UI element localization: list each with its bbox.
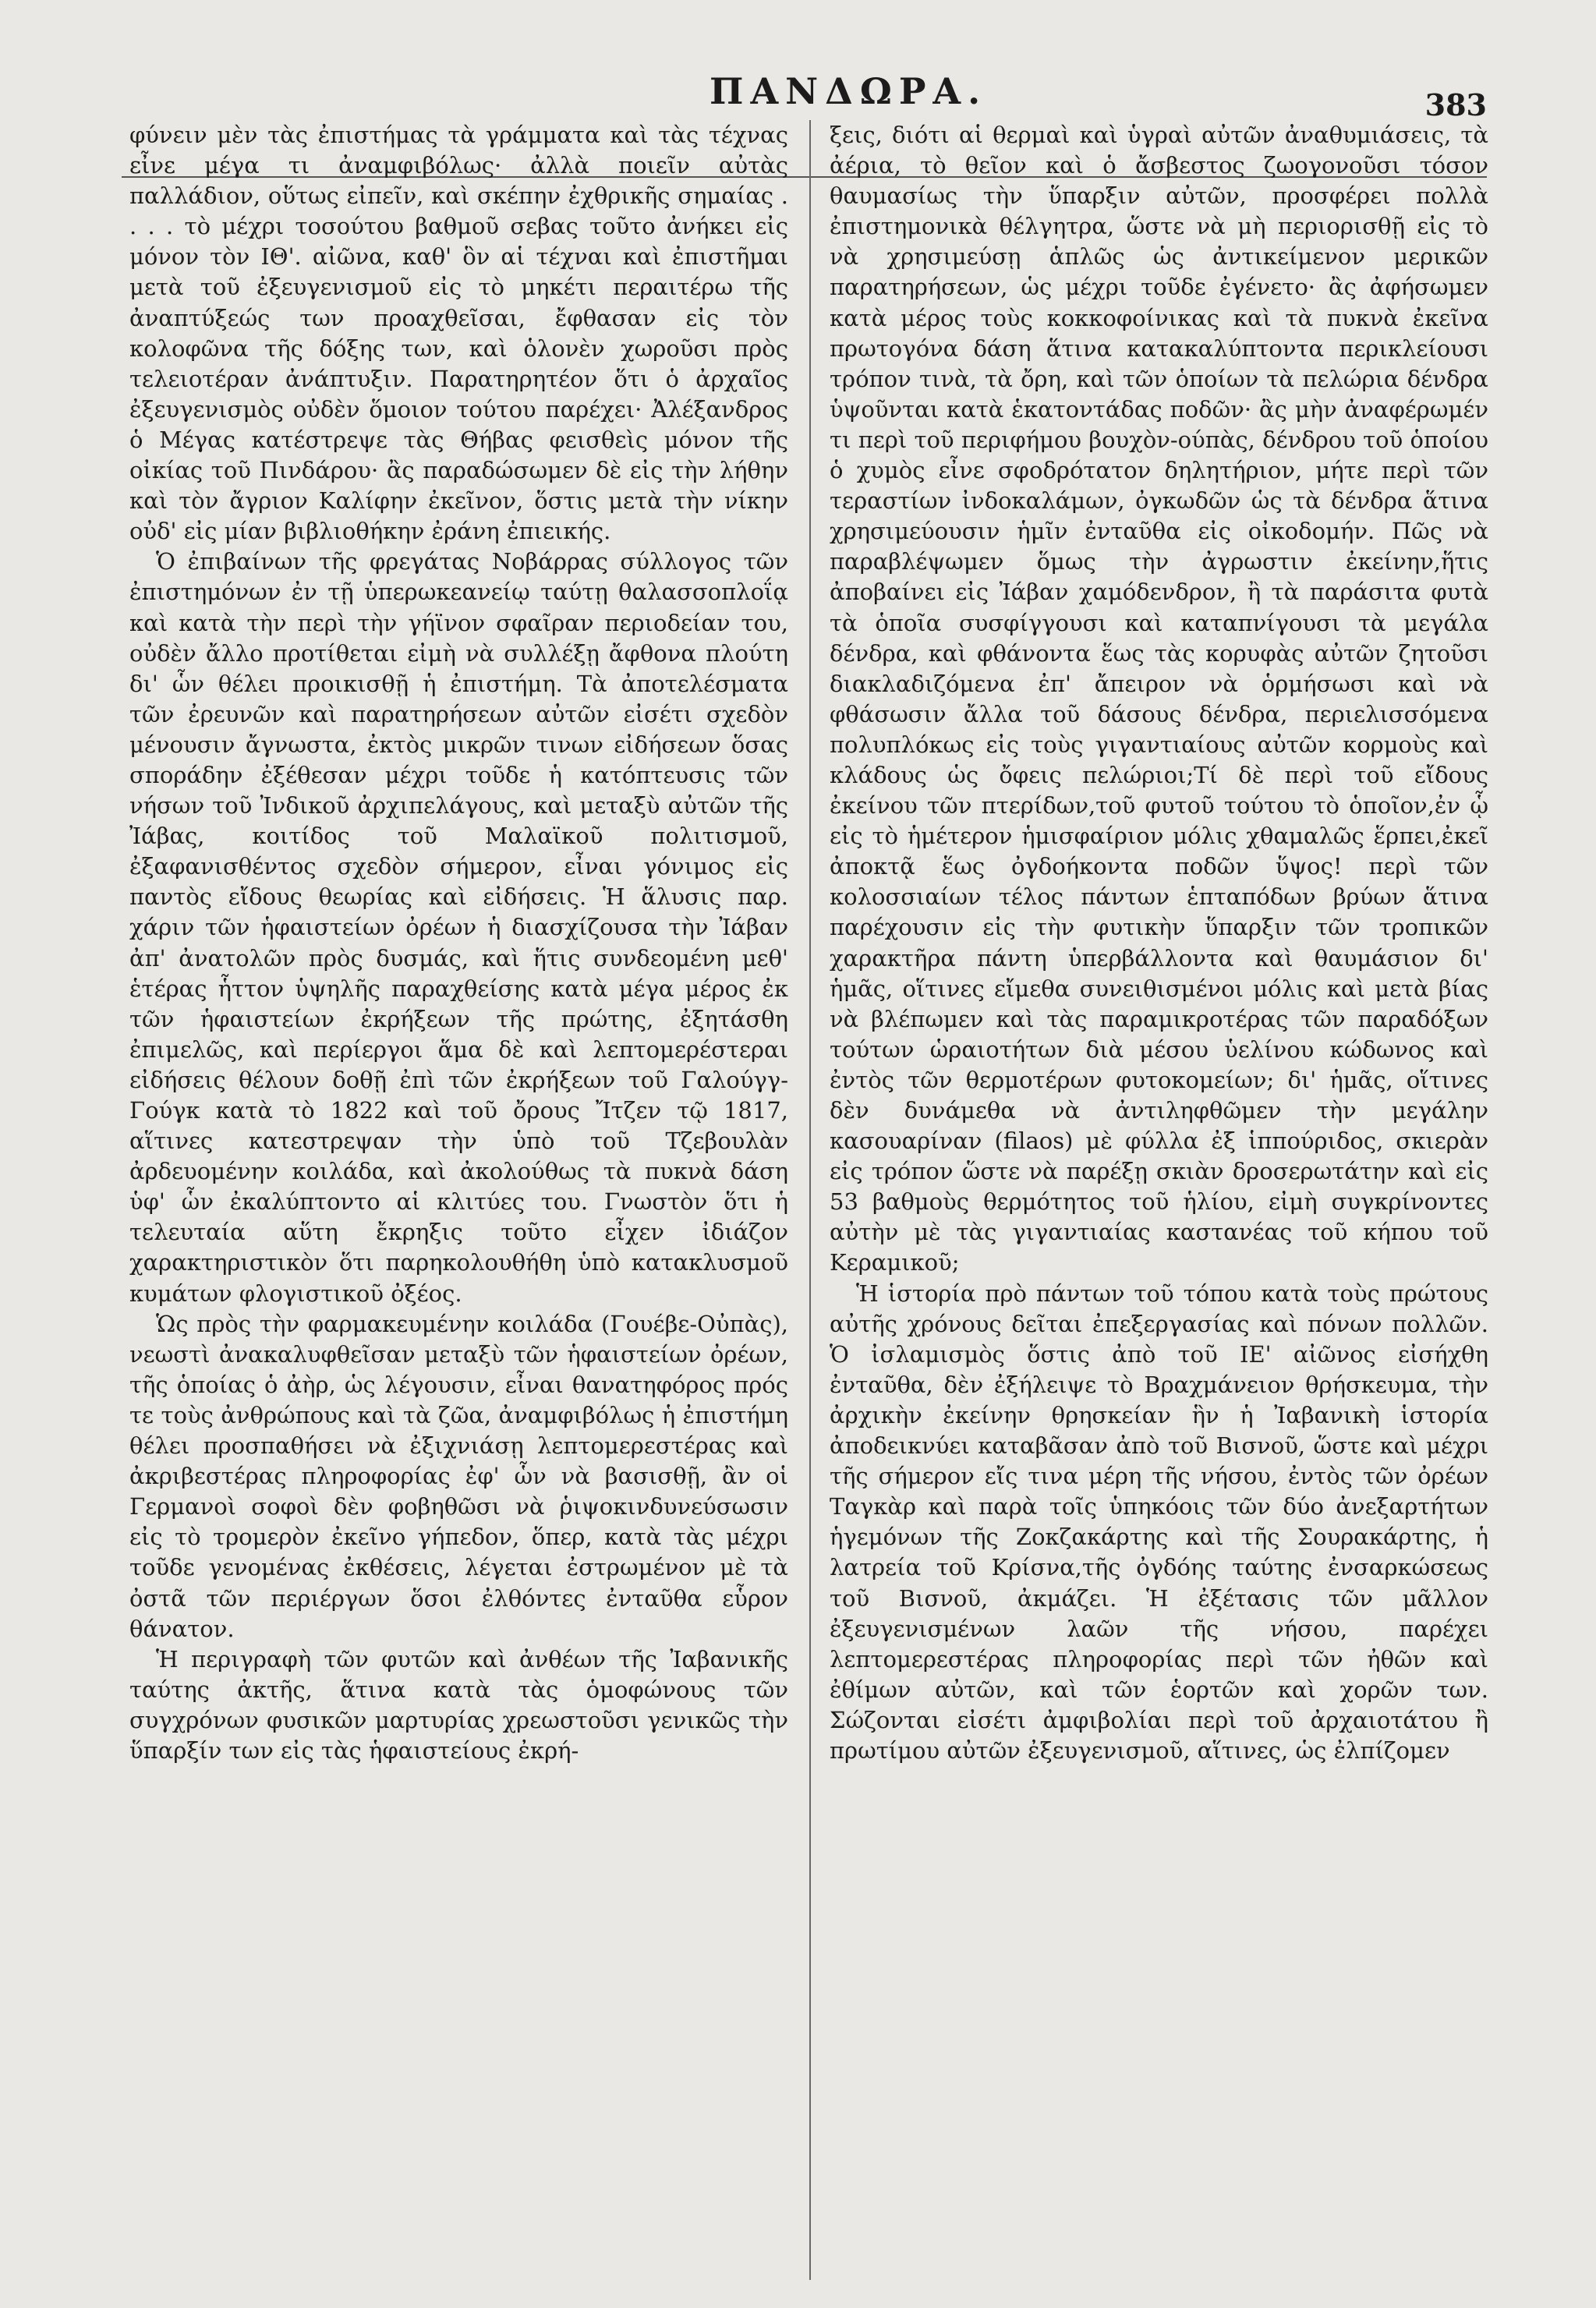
left-paragraph-4: Ἡ περιγραφὴ τῶν φυτῶν καὶ ἀνθέων τῆς Ἰαβανικῆς ταύτης ἀκτῆς, ἅτινα κατὰ τὰς ὁμοφώνους τῶν συγχρόνων φυσικῶν μαρτυρίας χρεωστοῦσι γενικῶς τὴν ὕπαρξίν των εἰς τὰς ἡφαιστείους ἐκρή- — [129, 1645, 788, 1764]
column-divider — [809, 120, 811, 2280]
left-paragraph-1: φύνειν μὲν τὰς ἐπιστήμας τὰ γράμματα καὶ τὰς τέχνας εἶνε μέγα τι ἀναμφιβόλως· ἀλλὰ ποιεῖν αὐτὰς παλλάδιον, οὕτως εἰπεῖν, καὶ σκέπην ἐχθρικῆς σημαίας . . . . τὸ μέχρι τοσούτου βαθμοῦ σεβας τοῦτο ἀνήκει εἰς μόνον τὸν ΙΘ'. αἰῶνα, καθ' ὃν αἱ τέχναι καὶ ἐπιστῆμαι μετὰ τοῦ ἐξευγενισμοῦ εἰς τὸ μηκέτι περαιτέρω τῆς ἀναπτύξεώς των προαχθεῖσαι, ἔφθασαν εἰς τὸν κολοφῶνα τῆς δόξης των, καὶ ὁλονὲν χωροῦσι πρὸς τελειοτέραν ἀνάπτυξιν. Παρατηρητέον ὅτι ὁ ἀρχαῖος ἐξευγενισμὸς οὐδὲν ὅμοιον τούτου παρέχει· Ἀλέξανδρος ὁ Μέγας κατέστρεψε τὰς Θήβας φεισθεὶς μόνον τῆς οἰκίας τοῦ Πινδάρου· ἂς παραδώσωμεν δὲ εἰς τὴν λήθην καὶ τὸν ἄγριον Καλίφην ἐκεῖνον, ὅστις μετὰ τὴν νίκην οὐδ' εἰς μίαν βιβλιοθήκην ἐράνη ἐπιεικής. — [129, 122, 788, 545]
right-paragraph-1: ξεις, διότι αἱ θερμαὶ καὶ ὑγραὶ αὐτῶν ἀναθυμιάσεις, τὰ ἀέρια, τὸ θεῖον καὶ ὁ ἄσβεστος ζωογονοῦσι τόσον θαυμασίως τὴν ὕπαρξιν αὐτῶν, προσφέρει πολλὰ ἐπιστημονικὰ θέλγητρα, ὥστε νὰ μὴ περιορισθῇ εἰς τὸ νὰ χρησιμεύσῃ ἁπλῶς ὡς ἀντικείμενον μερικῶν παρατηρήσεων, ὡς μέχρι τοῦδε ἐγένετο· ἂς ἀφήσωμεν κατὰ μέρος τοὺς κοκκοφοίνικας καὶ τὰ πυκνὰ ἐκεῖνα πρωτογόνα δάση ἅτινα κατακαλύπτοντα περικλείουσι τρόπον τινὰ, τὰ ὄρη, καὶ τῶν ὁποίων τὰ πελώρια δένδρα ὑψοῦνται κατὰ ἑκατοντάδας ποδῶν· ἂς μὴν ἀναφέρωμέν τι περὶ τοῦ περιφήμου βουχὸν-ούπὰς, δένδρου τοῦ ὁποίου ὁ χυμὸς εἶνε σφοδρότατον δηλητήριον, μήτε περὶ τῶν τεραστίων ἰνδοκαλάμων, ὀγκωδῶν ὡς τὰ δένδρα ἅτινα χρησιμεύουσιν ἡμῖν ἐνταῦθα εἰς οἰκοδομήν. Πῶς νὰ παραβλέψωμεν ὅμως τὴν ἀγρωστιν ἐκείνην,ἥτις ἀποβαίνει εἰς Ἰάβαν χαμόδενδρον, ἢ τὰ παράσιτα φυτὰ τὰ ὁποῖα συσφίγγουσι καὶ καταπνίγουσι τὰ μεγάλα δένδρα, καὶ φθάνοντα ἕως τὰς κορυφὰς αὐτῶν ζητοῦσι διακλαδιζόμενα ἐπ' ἄπειρον νὰ ὁρμήσωσι καὶ νὰ φθάσωσιν ἄλλα τοῦ δάσους δένδρα, περιελισσόμενα πολυπλόκως εἰς τοὺς γιγαντιαίους αὐτῶν κορμοὺς καὶ κλάδους ὡς ὄφεις πελώριοι;Τί δὲ περὶ τοῦ εἴδους ἐκείνου τῶν πτερίδων,τοῦ φυτοῦ τούτου τὸ ὁποῖον,ἐν ᾧ εἰς τὸ ἡμέτερον ἡμισφαίριον μόλις χθαμαλῶς ἕρπει,ἐκεῖ ἀποκτᾷ ἕως ὀγδοήκοντα ποδῶν ὕψος! περὶ τῶν κολοσσιαίων τέλος πάντων ἑπταπόδων βρύων ἅτινα παρέχουσιν εἰς τὴν φυτικὴν ὕπαρξιν τῶν τροπικῶν χαρακτῆρα πάντη ὑπερβάλλοντα καὶ θαυμάσιον δι' ἡμᾶς, οἵτινες εἴμεθα συνειθισμένοι μόλις καὶ μετὰ βίας νὰ βλέπωμεν καὶ τὰς παραμικροτέρας τῶν παραδόξων τούτων ὡραιοτήτων διὰ μέσου ὑελίνου κώδωνος καὶ ἐντὸς τῶν θερμοτέρων φυτοκομείων; δι' ἡμᾶς, οἵτινες δὲν δυνάμεθα νὰ ἀντιληφθῶμεν τὴν μεγάλην κασουαρίναν (filaos) μὲ φύλλα ἐξ ἱππούριδος, σκιερὰν εἰς τρόπον ὥστε νὰ παρέξῃ σκιὰν δροσερωτάτην καὶ εἰς 53 βαθμοὺς θερμότητος τοῦ ἡλίου, εἰμὴ συγκρίνοντες αὐτὴν μὲ τὰς γιγαντιαίας καστανέας τοῦ κήπου τοῦ Κεραμικοῦ; — [830, 122, 1488, 1276]
left-paragraph-3: Ὡς πρὸς τὴν φαρμακευμένην κοιλάδα (Γουέβε-Οὐπὰς), νεωστὶ ἀνακαλυφθεῖσαν μεταξὺ τῶν ἡφαιστείων ὀρέων, τῆς ὁποίας ὁ ἀὴρ, ὡς λέγουσιν, εἶναι θανατηφόρος πρός τε τοὺς ἀνθρώπους καὶ τὰ ζῶα, ἀναμφιβόλως ἡ ἐπιστήμη θέλει προσπαθήσει νὰ ἐξιχνιάσῃ λεπτομερεστέρας καὶ ἀκριβεστέρας πληροφορίας ἐφ' ὧν νὰ βασισθῇ, ἂν οἱ Γερμανοὶ σοφοὶ δὲν φοβηθῶσι νὰ ῥιψοκινδυνεύσωσιν εἰς τὸ τρομερὸν ἐκεῖνο γήπεδον, ὅπερ, κατὰ τὰς μέχρι τοῦδε γενομένας ἐκθέσεις, λέγεται ἐστρωμένον μὲ τὰ ὀστᾶ τῶν περιέργων ὅσοι ἐλθόντες ἐνταῦθα εὗρον θάνατον. — [129, 1310, 788, 1642]
left-column — [129, 120, 788, 2280]
left-paragraph-2: Ὁ ἐπιβαίνων τῆς φρεγάτας Νοβάρρας σύλλογος τῶν ἐπιστημόνων ἐν τῇ ὑπερωκεανείῳ ταύτῃ θαλασσοπλοΐᾳ καὶ κατὰ τὴν περὶ τὴν γήϊνον σφαῖραν περιοδείαν του, οὐδὲν ἄλλο προτίθεται εἰμὴ νὰ συλλέξῃ ἄφθονα πλούτη δι' ὧν θέλει προικισθῇ ἡ ἐπιστήμη. Τὰ ἀποτελέσματα τῶν ἐρευνῶν καὶ παρατηρήσεων αὐτῶν εἰσέτι σχεδὸν μένουσιν ἄγνωστα, ἐκτὸς μικρῶν τινων εἰδήσεων ὅσας σποράδην ἐξέθεσαν μέχρι τοῦδε ἡ κατόπτευσις τῶν νήσων τοῦ Ἰνδικοῦ ἀρχιπελάγους, καὶ μεταξὺ αὐτῶν τῆς Ἰάβας, κοιτίδος τοῦ Μαλαϊκοῦ πολιτισμοῦ, ἐξαφανισθέντος σχεδὸν σήμερον, εἶναι γόνιμος εἰς παντὸς εἴδους θεωρίας καὶ εἰδήσεις. Ἡ ἅλυσις παρ. χάριν τῶν ἡφαιστείων ὀρέων ἡ διασχίζουσα τὴν Ἰάβαν ἀπ' ἀνατολῶν πρὸς δυσμάς, καὶ ἥτις συνδεομένη μεθ' ἑτέρας ἧττον ὑψηλῆς παραχθείσης κατὰ μέγα μέρος ἐκ τῶν ἡφαιστείων ἐκρήξεων τῆς πρώτης, ἐξητάσθη ἐπιμελῶς, καὶ περίεργοι ἅμα δὲ καὶ λεπτομερέστεραι εἰδήσεις θέλουν δοθῇ ἐπὶ τῶν ἐκρήξεων τοῦ Γαλούγγ-Γούγκ κατὰ τὸ 1822 καὶ τοῦ ὄρους Ἴτζεν τῷ 1817, αἵτινες κατεστρεψαν τὴν ὑπὸ τοῦ Τζεβουλὰν ἀρδευομένην κοιλάδα, καὶ ἀκολούθως τὰ πυκνὰ δάση ὑφ' ὧν ἐκαλύπτοντο αἱ κλιτύες του. Γνωστὸν ὅτι ἡ τελευταία αὕτη ἔκρηξις τοῦτο εἶχεν ἰδιάζον χαρακτηριστικὸν ὅτι παρηκολουθήθη ὑπὸ κατακλυσμοῦ κυμάτων φλογιστικοῦ ὀξέος. — [129, 548, 788, 1307]
text-columns — [129, 120, 1491, 2280]
running-title: ΠΑΝΔΩΡΑ. — [710, 70, 988, 112]
right-column — [830, 120, 1488, 2280]
right-paragraph-2: Ἡ ἱστορία πρὸ πάντων τοῦ τόπου κατὰ τοὺς πρώτους αὐτῆς χρόνους δεῖται ἐπεξεργασίας καὶ πόνων πολλῶν. Ὁ ἰσλαμισμὸς ὅστις ἀπὸ τοῦ ΙΕ' αἰῶνος εἰσήχθη ἐνταῦθα, δὲν ἐξήλειψε τὸ Βραχμάνειον θρήσκευμα, τὴν ἀρχικὴν ἐκείνην θρησκείαν ἣν ἡ Ἰαβανικὴ ἱστορία ἀποδεικνύει καταβᾶσαν ἀπὸ τοῦ Βισνοῦ, ὥστε καὶ μέχρι τῆς σήμερον εἴς τινα μέρη τῆς νήσου, ἐντὸς τῶν ὀρέων Ταγκὰρ καὶ παρὰ τοῖς ὑπηκόοις τῶν δύο ἀνεξαρτήτων ἡγεμόνων τῆς Ζοκζακάρτης καὶ τῆς Σουρακάρτης, ἡ λατρεία τοῦ Κρίσνα,τῆς ὀγδόης ταύτης ἐνσαρκώσεως τοῦ Βισνοῦ, ἀκμάζει. Ἡ ἐξέτασις τῶν μᾶλλον ἐξευγενισμένων λαῶν τῆς νήσου, παρέχει λεπτομερεστέρας πληροφορίας περὶ τῶν ἠθῶν καὶ ἐθίμων αὐτῶν, καὶ τῶν ἑορτῶν καὶ χορῶν των. Σώζονται εἰσέτι ἀμφιβολίαι περὶ τοῦ ἀρχαιοτάτου ἢ πρωτίμου αὐτῶν ἐξευγενισμοῦ, αἵτινες, ὡς ἐλπίζομεν — [830, 1280, 1488, 1764]
page-number: 383 — [1424, 87, 1487, 122]
